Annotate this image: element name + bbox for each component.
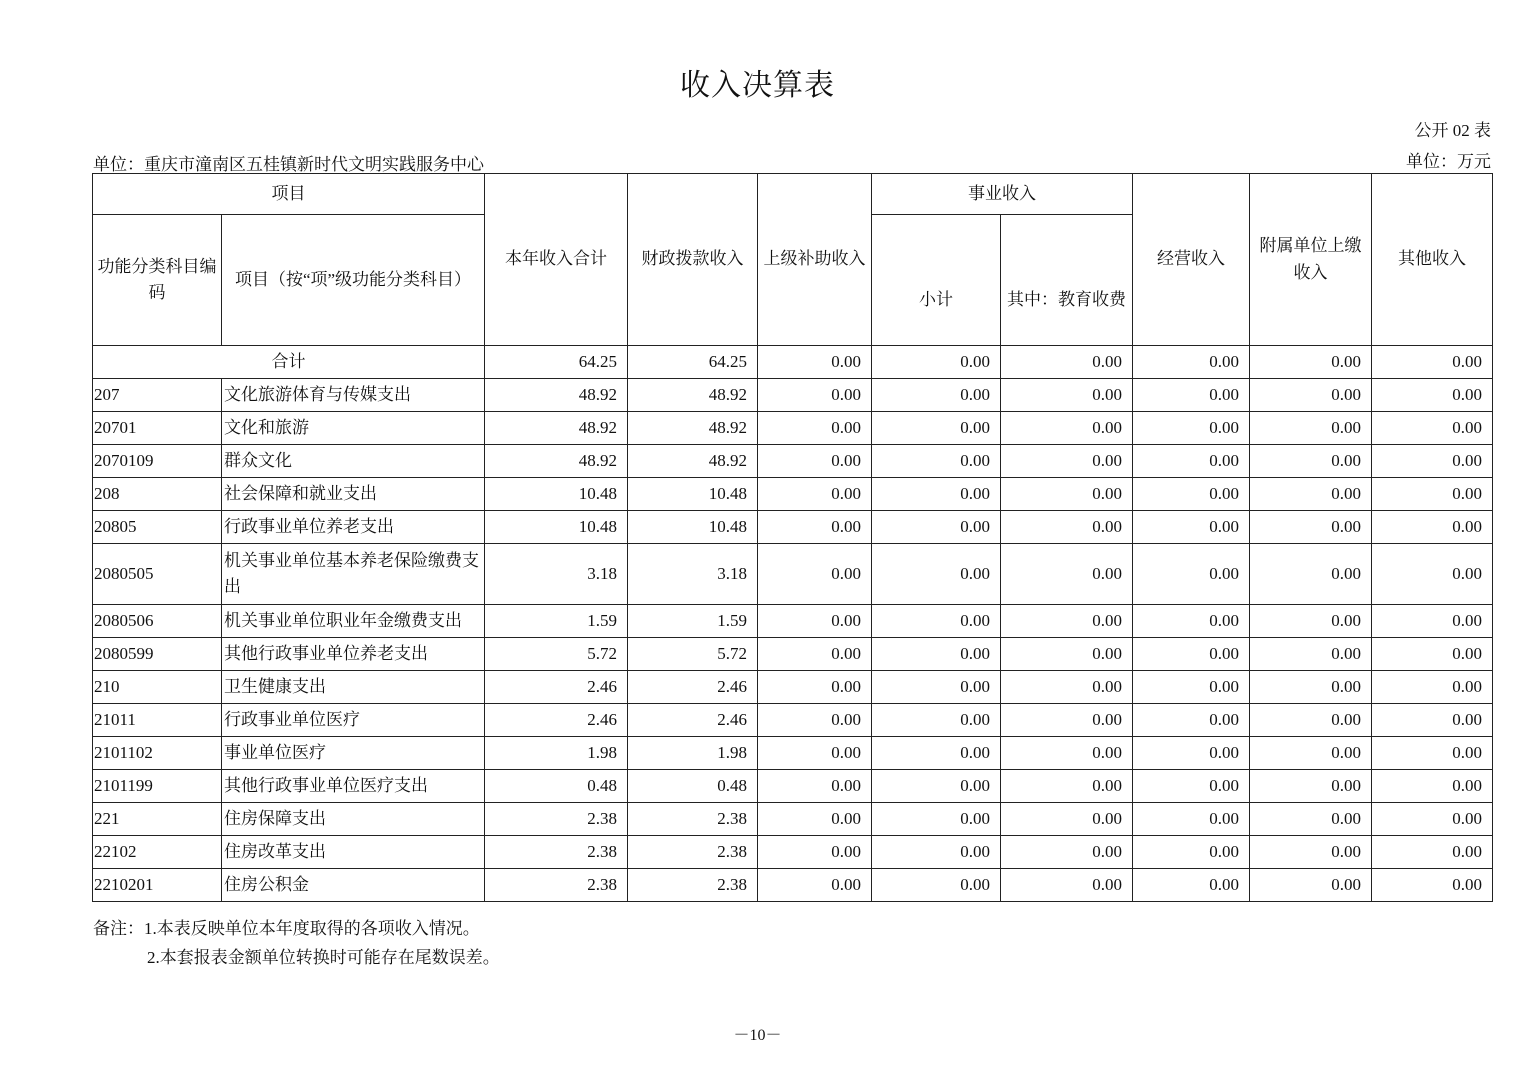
row-value: 0.48 — [485, 770, 628, 803]
table-row — [93, 412, 1493, 445]
form-number: 公开 02 表 — [1414, 121, 1491, 140]
row-value: 0.00 — [1133, 638, 1250, 671]
row-value: 10.48 — [485, 478, 628, 511]
table-row — [93, 704, 1493, 737]
row-value: 0.00 — [1001, 671, 1133, 704]
table-row — [93, 605, 1493, 638]
row-value: 0.00 — [1250, 445, 1372, 478]
row-value: 0.00 — [872, 412, 1001, 445]
row-value: 0.00 — [1133, 869, 1250, 902]
row-value: 1.59 — [485, 605, 628, 638]
table-body — [93, 346, 1493, 902]
row-value: 0.00 — [1001, 737, 1133, 770]
row-value: 0.00 — [758, 671, 872, 704]
row-name: 机关事业单位基本养老保险缴费支出 — [222, 544, 485, 605]
row-value: 0.00 — [872, 836, 1001, 869]
table-row — [93, 737, 1493, 770]
row-value: 0.00 — [1250, 869, 1372, 902]
row-value: 0.00 — [872, 511, 1001, 544]
total-value: 0.00 — [1133, 346, 1250, 379]
row-value: 0.00 — [1250, 605, 1372, 638]
row-value: 0.00 — [758, 412, 872, 445]
row-value: 10.48 — [485, 511, 628, 544]
row-value: 5.72 — [485, 638, 628, 671]
row-value: 2.46 — [485, 671, 628, 704]
row-value: 0.00 — [1372, 478, 1493, 511]
row-value: 48.92 — [628, 445, 758, 478]
row-name: 社会保障和就业支出 — [222, 478, 485, 511]
row-value: 48.92 — [628, 379, 758, 412]
row-value: 0.00 — [1001, 803, 1133, 836]
row-name: 住房改革支出 — [222, 836, 485, 869]
row-value: 0.00 — [872, 671, 1001, 704]
row-name: 机关事业单位职业年金缴费支出 — [222, 605, 485, 638]
row-value: 0.00 — [1133, 544, 1250, 605]
row-code: 2070109 — [93, 445, 222, 478]
row-value: 0.00 — [1250, 770, 1372, 803]
row-value: 2.38 — [485, 869, 628, 902]
row-code: 2080506 — [93, 605, 222, 638]
currency-unit: 单位：万元 — [1406, 152, 1491, 171]
total-value: 64.25 — [485, 346, 628, 379]
row-value: 0.00 — [758, 803, 872, 836]
header-code: 功能分类科目编码 — [93, 215, 222, 346]
row-value: 10.48 — [628, 478, 758, 511]
header-business-income: 事业收入 — [872, 174, 1133, 215]
total-label: 合计 — [93, 346, 485, 379]
row-value: 5.72 — [628, 638, 758, 671]
row-value: 48.92 — [485, 379, 628, 412]
row-value: 0.00 — [1133, 770, 1250, 803]
row-value: 0.00 — [1001, 869, 1133, 902]
row-code: 208 — [93, 478, 222, 511]
row-value: 0.00 — [1001, 638, 1133, 671]
row-value: 0.00 — [1001, 445, 1133, 478]
row-value: 3.18 — [485, 544, 628, 605]
row-value: 0.00 — [758, 379, 872, 412]
total-value: 0.00 — [872, 346, 1001, 379]
row-value: 1.98 — [485, 737, 628, 770]
row-value: 0.00 — [872, 770, 1001, 803]
row-value: 2.46 — [628, 704, 758, 737]
row-value: 0.00 — [872, 803, 1001, 836]
table-row — [93, 511, 1493, 544]
header-fiscal: 财政拨款收入 — [628, 174, 758, 346]
table-row — [93, 379, 1493, 412]
row-value: 0.00 — [1001, 478, 1133, 511]
row-value: 0.00 — [1133, 836, 1250, 869]
row-code: 20805 — [93, 511, 222, 544]
header-affiliated: 附属单位上缴收入 — [1250, 174, 1372, 346]
row-name: 文化和旅游 — [222, 412, 485, 445]
note-line-1: 备注：1.本表反映单位本年度取得的各项收入情况。 — [93, 919, 480, 938]
row-name: 其他行政事业单位医疗支出 — [222, 770, 485, 803]
row-value: 0.00 — [1250, 412, 1372, 445]
row-value: 0.00 — [1133, 605, 1250, 638]
row-value: 0.00 — [1372, 836, 1493, 869]
row-code: 2210201 — [93, 869, 222, 902]
row-value: 0.00 — [1001, 836, 1133, 869]
row-value: 0.00 — [1133, 412, 1250, 445]
note-line-2: 2.本套报表金额单位转换时可能存在尾数误差。 — [147, 948, 500, 967]
row-value: 0.00 — [1250, 478, 1372, 511]
reporting-unit: 单位：重庆市潼南区五桂镇新时代文明实践服务中心 — [93, 155, 484, 174]
table-row — [93, 478, 1493, 511]
header-total-income: 本年收入合计 — [485, 174, 628, 346]
header-other: 其他收入 — [1372, 174, 1493, 346]
row-value: 0.00 — [1001, 544, 1133, 605]
total-value: 64.25 — [628, 346, 758, 379]
row-value: 2.38 — [485, 836, 628, 869]
row-value: 2.38 — [485, 803, 628, 836]
row-value: 0.00 — [758, 478, 872, 511]
row-value: 0.00 — [1250, 803, 1372, 836]
row-name: 住房公积金 — [222, 869, 485, 902]
total-row — [93, 346, 1493, 379]
row-value: 0.00 — [1372, 737, 1493, 770]
row-name: 事业单位医疗 — [222, 737, 485, 770]
row-value: 0.00 — [872, 869, 1001, 902]
page-title: 收入决算表 — [680, 69, 835, 102]
row-name: 文化旅游体育与传媒支出 — [222, 379, 485, 412]
row-value: 2.46 — [628, 671, 758, 704]
header-superior: 上级补助收入 — [758, 174, 872, 346]
table-row — [93, 671, 1493, 704]
row-value: 0.00 — [1372, 638, 1493, 671]
row-value: 2.38 — [628, 869, 758, 902]
row-value: 0.00 — [758, 869, 872, 902]
table-row — [93, 445, 1493, 478]
table-row — [93, 544, 1493, 605]
row-value: 0.00 — [1001, 605, 1133, 638]
row-name: 行政事业单位医疗 — [222, 704, 485, 737]
row-value: 0.00 — [758, 704, 872, 737]
row-value: 0.00 — [758, 737, 872, 770]
row-value: 0.00 — [1250, 544, 1372, 605]
row-value: 0.00 — [1001, 412, 1133, 445]
row-value: 0.00 — [1133, 379, 1250, 412]
row-code: 221 — [93, 803, 222, 836]
row-value: 0.00 — [1133, 671, 1250, 704]
row-value: 0.00 — [872, 478, 1001, 511]
row-value: 0.00 — [1372, 412, 1493, 445]
row-value: 1.59 — [628, 605, 758, 638]
row-value: 0.00 — [872, 737, 1001, 770]
row-value: 0.00 — [1372, 544, 1493, 605]
row-code: 2101102 — [93, 737, 222, 770]
row-value: 0.00 — [1250, 379, 1372, 412]
total-value: 0.00 — [1372, 346, 1493, 379]
row-value: 0.00 — [758, 511, 872, 544]
row-value: 0.00 — [872, 704, 1001, 737]
row-value: 0.00 — [872, 544, 1001, 605]
total-value: 0.00 — [1250, 346, 1372, 379]
row-name: 行政事业单位养老支出 — [222, 511, 485, 544]
row-code: 2080505 — [93, 544, 222, 605]
row-value: 0.00 — [758, 445, 872, 478]
header-subtotal: 小计 — [872, 215, 1001, 346]
row-value: 0.00 — [1372, 671, 1493, 704]
table-row — [93, 638, 1493, 671]
row-name: 群众文化 — [222, 445, 485, 478]
row-value: 2.38 — [628, 803, 758, 836]
row-value: 0.00 — [1372, 803, 1493, 836]
row-value: 0.00 — [872, 445, 1001, 478]
row-name: 卫生健康支出 — [222, 671, 485, 704]
row-value: 0.00 — [1250, 511, 1372, 544]
row-value: 0.00 — [758, 544, 872, 605]
row-value: 0.00 — [1372, 379, 1493, 412]
row-value: 48.92 — [628, 412, 758, 445]
row-value: 0.00 — [1001, 770, 1133, 803]
row-value: 0.00 — [1372, 704, 1493, 737]
row-value: 0.00 — [758, 836, 872, 869]
row-value: 3.18 — [628, 544, 758, 605]
page-number: －10－ — [733, 1027, 782, 1044]
total-value: 0.00 — [1001, 346, 1133, 379]
row-value: 1.98 — [628, 737, 758, 770]
row-value: 0.00 — [1250, 638, 1372, 671]
row-value: 48.92 — [485, 445, 628, 478]
row-value: 0.00 — [1250, 671, 1372, 704]
header-project: 项目 — [93, 174, 485, 215]
row-value: 0.00 — [1001, 704, 1133, 737]
table-row — [93, 869, 1493, 902]
row-value: 0.00 — [1372, 770, 1493, 803]
row-value: 0.00 — [1372, 605, 1493, 638]
row-value: 0.00 — [1133, 511, 1250, 544]
row-code: 210 — [93, 671, 222, 704]
row-name: 其他行政事业单位养老支出 — [222, 638, 485, 671]
income-table — [92, 173, 1493, 902]
row-value: 0.00 — [1133, 803, 1250, 836]
table-row — [93, 836, 1493, 869]
row-value: 0.00 — [1133, 737, 1250, 770]
row-value: 0.00 — [1133, 478, 1250, 511]
row-code: 22102 — [93, 836, 222, 869]
row-value: 0.00 — [1372, 511, 1493, 544]
row-name: 住房保障支出 — [222, 803, 485, 836]
row-value: 0.00 — [1250, 704, 1372, 737]
row-value: 48.92 — [485, 412, 628, 445]
row-value: 0.00 — [1372, 869, 1493, 902]
total-value: 0.00 — [758, 346, 872, 379]
row-value: 0.00 — [758, 770, 872, 803]
row-code: 207 — [93, 379, 222, 412]
row-value: 0.00 — [1372, 445, 1493, 478]
row-code: 20701 — [93, 412, 222, 445]
header-education: 其中：教育收费 — [1001, 215, 1133, 346]
row-value: 10.48 — [628, 511, 758, 544]
row-value: 0.00 — [872, 605, 1001, 638]
row-value: 2.46 — [485, 704, 628, 737]
row-value: 0.00 — [872, 638, 1001, 671]
row-value: 0.00 — [1001, 379, 1133, 412]
row-value: 0.00 — [758, 638, 872, 671]
row-code: 2080599 — [93, 638, 222, 671]
row-code: 2101199 — [93, 770, 222, 803]
header-item: 项目（按“项”级功能分类科目） — [222, 215, 485, 346]
row-value: 0.00 — [1133, 445, 1250, 478]
row-value: 0.00 — [1250, 737, 1372, 770]
row-value: 0.00 — [1001, 511, 1133, 544]
row-value: 0.00 — [758, 605, 872, 638]
row-value: 2.38 — [628, 836, 758, 869]
row-value: 0.00 — [872, 379, 1001, 412]
table-row — [93, 770, 1493, 803]
row-value: 0.00 — [1250, 836, 1372, 869]
row-value: 0.00 — [1133, 704, 1250, 737]
row-value: 0.48 — [628, 770, 758, 803]
header-operating: 经营收入 — [1133, 174, 1250, 346]
table-row — [93, 803, 1493, 836]
row-code: 21011 — [93, 704, 222, 737]
